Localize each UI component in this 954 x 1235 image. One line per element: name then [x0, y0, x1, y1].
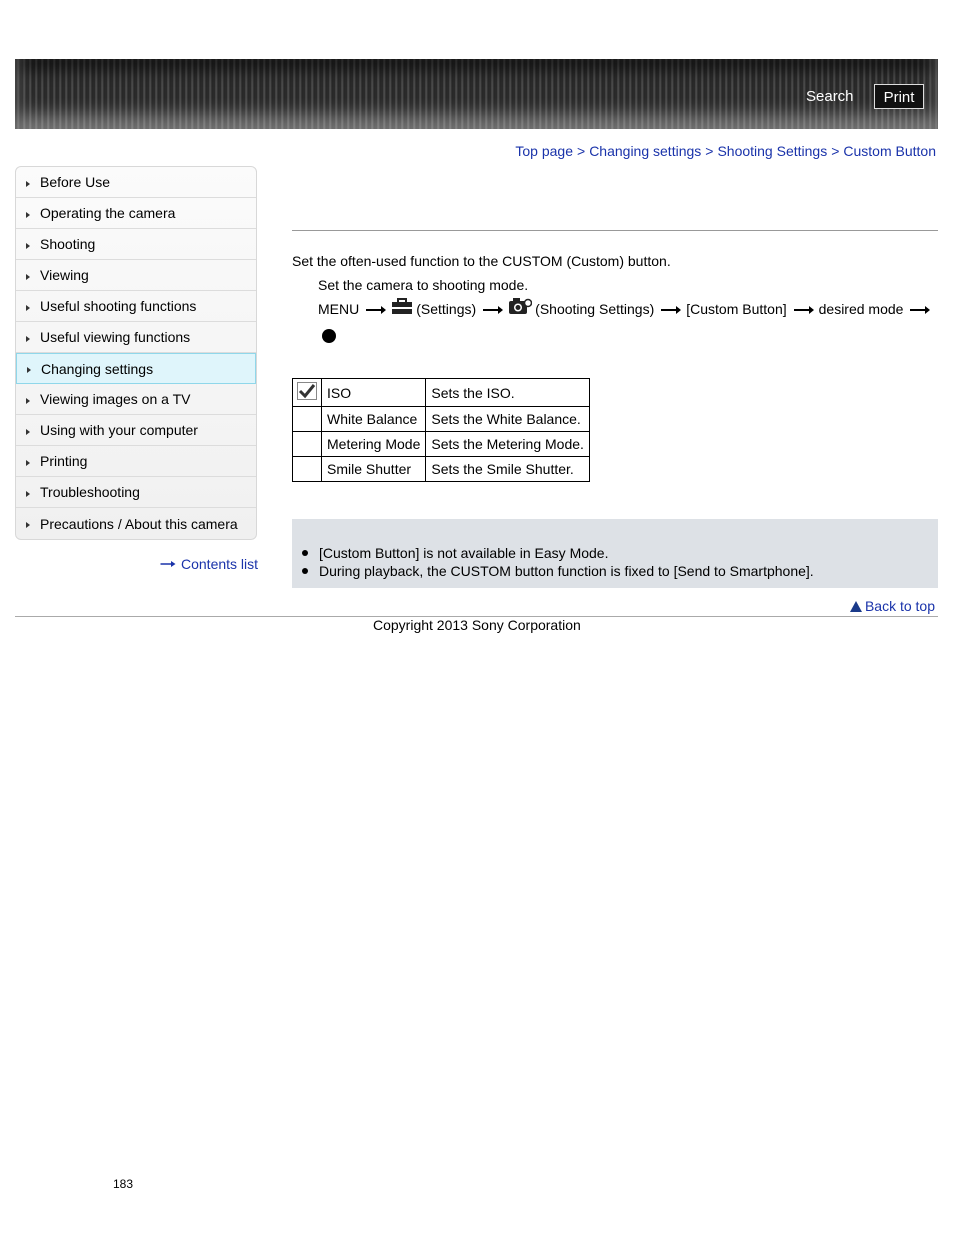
sidebar-item-operating[interactable]: Operating the camera — [16, 198, 256, 229]
table-row[interactable] — [293, 379, 590, 407]
option-name: ISO — [322, 379, 426, 407]
option-desc: Sets the Metering Mode. — [426, 432, 590, 457]
arrow-right-icon — [794, 309, 812, 311]
triangle-up-icon — [850, 601, 862, 612]
header-bar — [15, 59, 938, 129]
check-cell — [293, 407, 322, 432]
step-2: MENU (Settings) (Shooting Settings) [Custom Button] desired mode — [318, 300, 935, 318]
breadcrumb-shooting-settings[interactable]: Shooting Settings — [717, 143, 828, 159]
option-name: White Balance — [322, 407, 426, 432]
sidebar-item-viewing-tv[interactable]: Viewing images on a TV — [16, 384, 256, 415]
triangle-right-icon — [26, 181, 30, 187]
note-item: During playback, the CUSTOM button function is fixed to [Send to Smartphone]. — [302, 562, 814, 580]
arrow-right-icon — [910, 309, 928, 311]
sidebar-item-printing[interactable]: Printing — [16, 446, 256, 477]
notes-box — [292, 519, 938, 588]
check-cell — [293, 379, 322, 407]
step-1: Set the camera to shooting mode. — [318, 277, 529, 293]
search-link[interactable]: Search — [806, 88, 854, 105]
check-cell — [293, 432, 322, 457]
option-desc: Sets the ISO. — [426, 379, 590, 407]
copyright: Copyright 2013 Sony Corporation — [373, 617, 581, 633]
custom-options-table — [292, 378, 590, 482]
center-button-icon — [322, 329, 336, 343]
print-button[interactable]: Print — [874, 84, 924, 109]
triangle-right-icon — [26, 305, 30, 311]
arrow-right-icon — [158, 561, 178, 567]
back-to-top-link[interactable]: Back to top — [850, 598, 935, 614]
option-name: Smile Shutter — [322, 457, 426, 482]
sidebar-item-changing-settings[interactable]: Changing settings — [16, 353, 256, 384]
camera-settings-icon — [508, 297, 532, 315]
triangle-right-icon — [26, 398, 30, 404]
triangle-right-icon — [26, 460, 30, 466]
sidebar-item-useful-viewing[interactable]: Useful viewing functions — [16, 322, 256, 353]
arrow-right-icon — [366, 309, 384, 311]
breadcrumb-custom-button[interactable]: Custom Button — [843, 143, 936, 159]
triangle-right-icon — [26, 491, 30, 497]
intro-text: Set the often-used function to the CUSTOM (Custom) button. — [292, 253, 671, 269]
option-name: Metering Mode — [322, 432, 426, 457]
sidebar-item-viewing[interactable]: Viewing — [16, 260, 256, 291]
triangle-right-icon — [26, 522, 30, 528]
note-item: [Custom Button] is not available in Easy Mode. — [302, 544, 814, 562]
breadcrumb-top-page[interactable]: Top page — [515, 143, 573, 159]
check-cell — [293, 457, 322, 482]
table-row[interactable] — [293, 457, 590, 482]
table-row[interactable] — [293, 407, 590, 432]
triangle-right-icon — [26, 243, 30, 249]
sidebar-nav — [15, 166, 257, 540]
breadcrumb-changing-settings[interactable]: Changing settings — [589, 143, 702, 159]
triangle-right-icon — [27, 367, 31, 373]
toolbox-settings-icon — [391, 298, 413, 315]
sidebar-item-precautions[interactable]: Precautions / About this camera — [16, 508, 256, 539]
option-desc: Sets the Smile Shutter. — [426, 457, 590, 482]
arrow-right-icon — [483, 309, 501, 311]
sidebar-item-before-use[interactable]: Before Use — [16, 167, 256, 198]
triangle-right-icon — [26, 274, 30, 280]
page-number: 183 — [113, 1177, 134, 1191]
sidebar-item-troubleshooting[interactable]: Troubleshooting — [16, 477, 256, 508]
sidebar-item-useful-shooting[interactable]: Useful shooting functions — [16, 291, 256, 322]
contents-list-link[interactable]: Contents list — [158, 556, 258, 572]
triangle-right-icon — [26, 429, 30, 435]
sidebar-item-shooting[interactable]: Shooting — [16, 229, 256, 260]
option-desc: Sets the White Balance. — [426, 407, 590, 432]
triangle-right-icon — [26, 212, 30, 218]
sidebar-item-computer[interactable]: Using with your computer — [16, 415, 256, 446]
breadcrumb: Top page > Changing settings > Shooting Settings > Custom Button — [515, 143, 936, 159]
triangle-right-icon — [26, 336, 30, 342]
table-row[interactable] — [293, 432, 590, 457]
checkmark-icon — [297, 382, 317, 400]
arrow-right-icon — [661, 309, 679, 311]
title-divider — [292, 230, 938, 231]
